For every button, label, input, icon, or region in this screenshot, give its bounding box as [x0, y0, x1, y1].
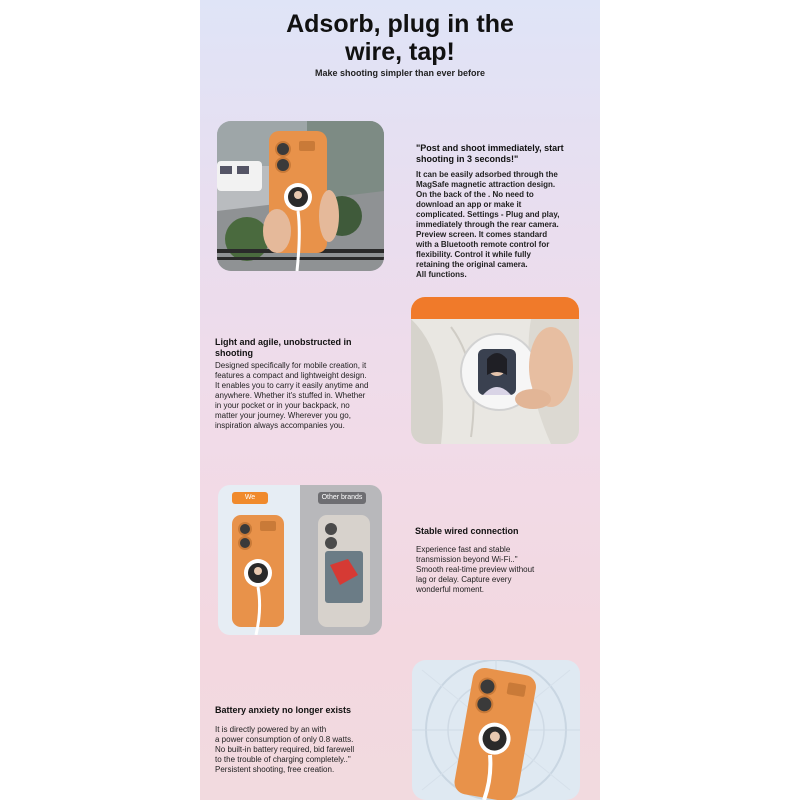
section1-body: It can be easily adsorbed through the MagSafe magnetic attraction design. On the back of the . No need to download an app or make it complicated. Settings - Plug and play, immediately through the rear camera. Preview screen. It comes standard with a Bluetooth remote control for flexibility. Control it while fully retaining the original camera. All functions.	[416, 170, 560, 279]
section2-title-line-1: Light and agile, unobstructed in	[215, 337, 352, 347]
headline-line-2: wire, tap!	[345, 38, 455, 66]
section2-title-line-2: shooting	[215, 348, 253, 358]
we-badge: We	[232, 492, 268, 504]
section4-title: Battery anxiety no longer exists	[215, 705, 352, 715]
section3-title: Stable wired connection	[415, 526, 519, 536]
pocket-device-photo	[411, 297, 579, 444]
section3-body: Experience fast and stable transmission beyond Wi-Fi.." Smooth real-time preview without lag or delay. Capture every wonderful moment.	[416, 545, 535, 594]
headline-line-1: Adsorb, plug in the	[286, 10, 514, 38]
section1-title-line-1: "Post and shoot immediately, start	[416, 143, 564, 153]
section2-body: Designed specifically for mobile creation, it features a compact and lightweight design. It enables you to carry it easily anytime and anywhere. Whether it's stuffed in. Whether in your pocket or in your backpack, no matter your journey. Wherever you go, inspiration always accompanies you.	[215, 361, 369, 430]
product-page	[200, 0, 600, 800]
comparison-photo	[218, 485, 382, 635]
street-phone-photo	[217, 121, 384, 271]
charging-phone-photo	[412, 660, 580, 800]
subtitle: Make shooting simpler than ever before	[314, 68, 486, 78]
section1-title-line-2: shooting in 3 seconds!"	[416, 154, 519, 164]
section4-body: It is directly powered by an with a power consumption of only 0.8 watts. No built-in battery required, bid farewell to the trouble of charging completely.." Persistent shooting, free creation.	[215, 725, 355, 774]
other-brands-badge: Other brands	[318, 492, 366, 504]
